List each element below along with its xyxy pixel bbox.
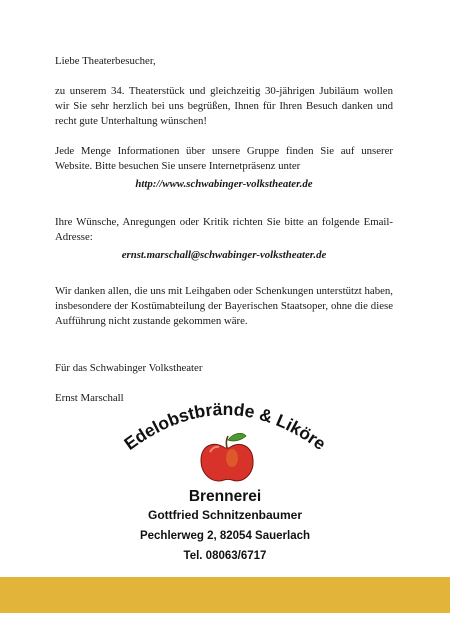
ad-owner-name: Gottfried Schnitzenbaumer [147, 508, 302, 522]
letter-paragraph-feedback: Ihre Wünsche, Anregungen oder Kritik richten Sie bitte an folgende Email-Adresse: [55, 216, 393, 243]
letter-paragraph-welcome: zu unserem 34. Theaterstück und gleichzeitig 30-jährigen Jubiläum wollen wir Sie sehr herzlich bei uns begrüßen, Ihnen für Ihren Besuch danken und recht gute Unterhaltung wünschen! [55, 85, 393, 127]
ad-brand-name: Brennerei [188, 488, 262, 505]
letter-greeting: Liebe Theaterbesucher, [55, 55, 156, 67]
ad-arc-title: Edelobstbrände & Liköre [120, 398, 330, 454]
apple-icon [201, 433, 253, 481]
footer-color-bar [0, 577, 450, 613]
email-link[interactable]: ernst.marschall@schwabinger-volkstheater.de [121, 249, 327, 261]
letter-closing: Für das Schwabinger Volkstheater [55, 362, 203, 374]
letter-paragraph-thanks: Wir danken allen, die uns mit Leihgaben oder Schenkungen unterstützt haben, insbesondere der Kostümabteilung der Bayerischen Staatsoper, ohne die diese Aufführung nicht zustande gekommen wäre. [55, 285, 393, 327]
ad-phone: Tel. 08063/6717 [183, 550, 267, 562]
ad-address: Pechlerweg 2, 82054 Sauerlach [139, 530, 311, 542]
letter-paragraph-website: Jede Menge Informationen über unsere Gruppe finden Sie auf unserer Website. Bitte besuchen Sie unsere Internetpräsenz unter [55, 145, 393, 172]
letter-signature: Ernst Marschall [55, 392, 124, 404]
website-link[interactable]: http://www.schwabinger-volkstheater.de [135, 178, 313, 190]
